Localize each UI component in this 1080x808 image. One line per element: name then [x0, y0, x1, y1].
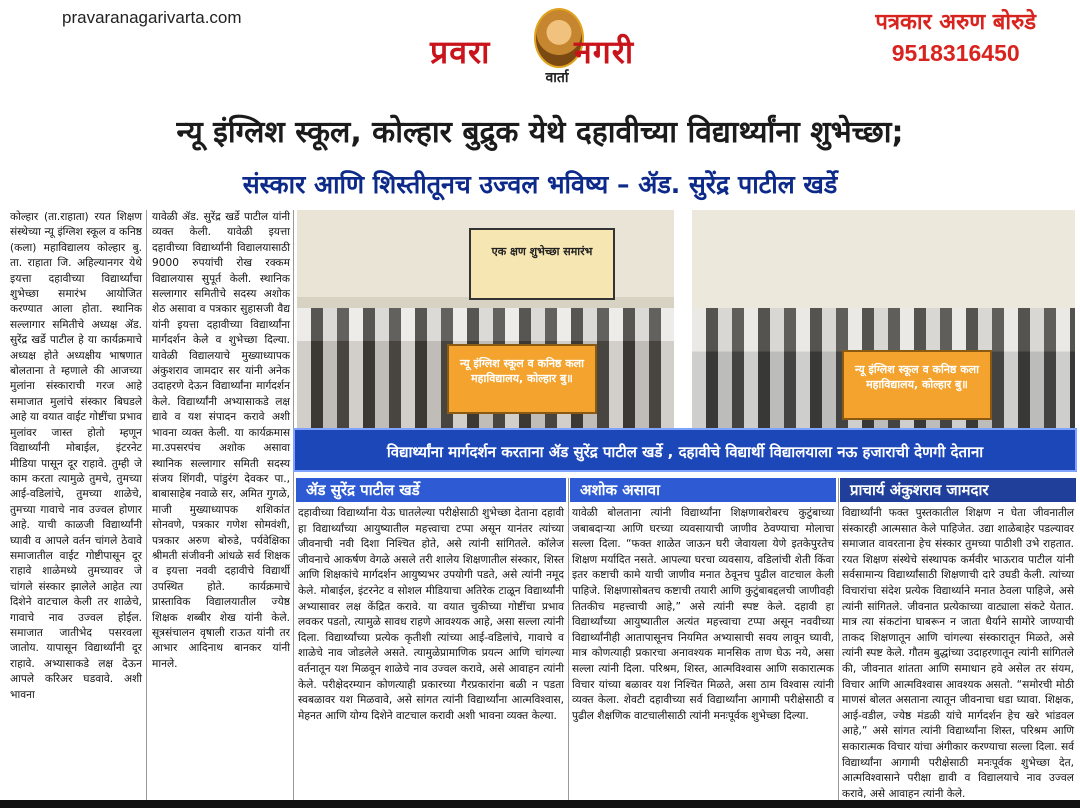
section-heading-2: अशोक असावा — [570, 478, 836, 502]
sub-headline: संस्कार आणि शिस्तीतूनच उज्वल भविष्य – ॲड. सुरेंद्र पाटील खर्डे — [242, 170, 838, 199]
site-url[interactable]: pravaranagarivarta.com — [62, 8, 242, 27]
reporter-phone: 9518316450 — [891, 40, 1020, 66]
newspaper-logo — [422, 4, 692, 88]
section-heading-1: ॲड सुरेंद्र पाटील खर्डे — [296, 478, 566, 502]
logo-subtitle: वार्ता — [545, 70, 569, 86]
stage-podium: न्यू इंग्लिश स्कूल व कनिष्ठ कला महाविद्यालय, कोल्हार बु॥ — [842, 350, 992, 420]
stage-podium: न्यू इंग्लिश स्कूल व कनिष्ठ कला महाविद्यालय, कोल्हार बु॥ — [447, 344, 597, 414]
reporter-block — [875, 6, 1036, 67]
stage-banner: एक क्षण शुभेच्छा समारंभ — [469, 228, 615, 300]
column-divider — [568, 478, 569, 800]
column-divider — [293, 210, 294, 800]
section-body-3: विद्यार्थ्यांनी फक्त पुस्तकातील शिक्षण न घेता जीवनातील संस्कारही आत्मसात केले पाहिजेत. उद्या शाळेबाहेर पडल्यावर समाजात वावरताना हेच संस्कार तुमच्या पाठीशी उभे राहतात. रयत शिक्षण संस्थेचे संस्थापक कर्मवीर भाऊराव पाटील यांनी सर्वसामान्य विद्यार्थ्यांसाठी शिक्षणाची दारे उघडी केली. त्यांच्या विचारांचा संदेश प्रत्येक विद्यार्थ्याने मनात ठेवला पाहिजे, असे त्यांनी सांगितले. जीवनात प्रत्येकाच्या वाट्याला संकटे येतात. मात्र त्या संकटांना घाबरून न जाता धैर्याने सामोरे जाण्याची ताकद शिक्षणातून आणि चांगल्या संस्कारातून मिळते, असे त्यांनी स्पष्ट केले. गौतम बुद्धांच्या उदाहरणातून त्यांनी सांगितले की, जीवनात शांतता आणि समाधान हवे असेल तर संयम, विचार आणि आत्मविश्वास आवश्यक असतो. “समोरची मोठी माणसं बोलत असताना त्यातून जीवनाचा धडा घ्यावा. शिक्षक, आई-वडील, ज्येष्ठ मंडळी यांचे मार्गदर्शन हेच खरे भांडवल आहे,” असे सांगत त्यांनी विद्यार्थ्यांना शिस्त, परिश्रम आणि सकारात्मक विचार यांचा अंगीकार करण्याचा सल्ला दिला. सर्व विद्यार्थ्यांना आगामी परीक्षेसाठी मनःपूर्वक शुभेच्छा देत, आत्मविश्वासाने परीक्षा द्यावी व विद्यालयाचे नाव उज्वल करावे, असे आवाहन त्यांनी केले. — [842, 507, 1074, 800]
section-heading-3: प्राचार्य अंकुशराव जामदार — [840, 478, 1076, 502]
logo-word-right: नगरी — [574, 33, 635, 71]
section-body-1: दहावीच्या विद्यार्थ्यांना येऊ घातलेल्या परीक्षेसाठी शुभेच्छा देताना दहावी हा विद्यार्थ्यांच्या आयुष्यातील महत्त्वाचा टप्पा असून यानंतर त्यांच्या जीवनाची नवी दिशा निश्चित होते, असे त्यांनी सांगितले. कॉलेज जीवनाचे आकर्षण वेगळे असले तरी शालेय शिक्षणातील संस्कार, शिस्त आणि शिक्षकांचे मार्गदर्शन आयुष्यभर उपयोगी पडते, असे त्यांनी नमूद केले. मोबाईल, इंटरनेट व सोशल मीडियाचा अतिरेक टाळून विद्यार्थ्यांनी अभ्यासावर लक्ष केंद्रित करावे. या वयात चुकीच्या गोष्टींचा प्रभाव लवकर पडतो, त्यामुळे सावध राहणे आवश्यक आहे, असा सल्ला त्यांनी दिला. विद्यार्थ्यांच्या प्रत्येक कृतीशी त्यांच्या आई-वडिलांचे, गावाचे व शाळेचे नाव जोडलेले असते. त्यामुळेप्रामाणिक प्रयत्न आणि चांगल्या वर्तनातून यश मिळवून शाळेचे नाव उज्वल करावे, असे आवाहन त्यांनी केले. परीक्षेदरम्यान कोणत्याही प्रकारच्या गैरप्रकारांना बळी न पडता स्वबळावर यश मिळवावे, असे सांगत त्यांनी विद्यार्थ्यांना आत्मविश्वास, मेहनत आणि योग्य दिशेने वाटचाल करावी अशी भावना व्यक्त केल्या. — [298, 507, 564, 722]
article-column-1: कोल्हार (ता.राहाता) रयत शिक्षण संस्थेच्या न्यू इंग्लिश स्कूल व कनिष्ठ (कला) महाविद्यालय कोल्हार बु. ता. राहाता जि. अहिल्यानगर येथे इयत्ता दहावीच्या विद्यार्थ्यांचा शुभेच्छा समारंभ आयोजित करण्यात आला होता. स्थानिक सल्लागार समितीचे अध्यक्ष ॲड. सुरेंद्र खर्डे पाटील हे या कार्यक्रमाचे अध्यक्ष होते अध्यक्षीय भाषणात बोलताना ते म्हणाले की आजच्या मुलांना संस्काराची गरज आहे समाजात मुलांचे संस्कार बिघडले आहे या वयात वाईट गोष्टींचा प्रभाव मुलांवर जास्त होतो म्हणून विद्यार्थ्यांनी मोबाईल, इंटरनेट मीडिया पासून दूर राहावे. तुम्ही जे काम करता त्यामुळे तुमचे, तुमच्या आई-वडिलांचे, तुमच्या शाळेचे, तुमच्या गावाचे नाव उज्वल होणार आहे. याची काळजी विद्यार्थ्यांनी घ्यावी व आपले वर्तन चांगले ठेवावे समाजातील वाईट गोष्टीपासून दूर राहावे शाळेमध्ये तुमच्यावर जे चांगले संस्कार झालेले आहेत त्या दिशेने वाटचाल केली तर शाळेचे, गावाचे नाव उज्वल होईल. समाजात जातीभेद पसरवला जातोय. यापासून विद्यार्थ्यांनी दूर राहावे. अभ्यासाकडे लक्ष देऊन आपले करिअर घडवावे. अशी भावना — [10, 211, 142, 701]
column-divider — [838, 478, 839, 800]
footer-bar — [0, 800, 1080, 808]
main-headline: न्यू इंग्लिश स्कूल, कोल्हार बुद्रुक येथे दहावीच्या विद्यार्थ्यांना शुभेच्छा; — [176, 115, 904, 150]
event-photo-1 — [297, 210, 674, 428]
photo-caption: विद्यार्थ्यांना मार्गदर्शन करताना ॲड सुरेंद्र पाटील खर्डे , दहावीचे विद्यार्थी विद्यालयाला नऊ हजाराची देणगी देताना — [293, 428, 1077, 472]
reporter-name: पत्रकार अरुण बोरुडे — [875, 10, 1036, 35]
section-body-2: यावेळी बोलताना त्यांनी विद्यार्थ्यांना शिक्षणाबरोबरच कुटुंबाच्या जबाबदाऱ्या आणि घरच्या व्यवसायाची जाणीव ठेवण्याचा मोलाचा सल्ला दिला. “फक्त शाळेत जाऊन घरी जेवायला येणे इतकेपुरतेच शिक्षण मर्यादित नसते. आपल्या घरचा व्यवसाय, वडिलांची शेती किंवा इतर कष्टाची कामे याची जाणीव मनात ठेवूनच पुढील वाटचाल केली पाहिजे. शिक्षणासोबतच कष्टाची तयारी आणि कुटुंबाबद्दलची जाणीवही तितकीच महत्त्वाची आहे,” असे त्यांनी स्पष्ट केले. दहावी हा विद्यार्थ्यांच्या आयुष्यातील अत्यंत महत्त्वाचा टप्पा असून नववीच्या विद्यार्थ्यांनीही आतापासूनच नियमित अभ्यासाची सवय लावून घ्यावी, मात्र कोणत्याही प्रकारचा अनावश्यक मानसिक ताण घेऊ नये, असा सल्ला त्यांनी दिला. परिश्रम, शिस्त, आत्मविश्वास आणि सकारात्मक विचार यांच्या बळावर यश निश्चित मिळते, असा ठाम विश्वास त्यांनी व्यक्त केला. शेवटी दहावीच्या सर्व विद्यार्थ्यांना आगामी परीक्षेसाठी व पुढील शैक्षणिक वाटचालीसाठी त्यांनी मनःपूर्वक शुभेच्छा दिल्या. — [572, 507, 834, 722]
event-photo-2 — [692, 210, 1075, 428]
column-divider — [146, 210, 147, 800]
article-column-2: यावेळी ॲड. सुरेंद्र खर्डे पाटील यांनी व्यक्त केली. यावेळी इयत्ता दहावीच्या विद्यार्थ्यांनी विद्यालयासाठी 9000 रुपयांची रोख रक्कम विद्यालयास सुपूर्त केली. स्थानिक सल्लागार समितीचे सदस्य अशोक शेठ असावा व पत्रकार सुहासजी वैद्य यांनी इयत्ता दहावीच्या विद्यार्थ्यांना मार्गदर्शन केले व शुभेच्छा दिल्या. यावेळी विद्यालयाचे मुख्याध्यापक अंकुशराव जामदार सर यांनी अनेक उदाहरणे देऊन विद्यार्थ्यांना मार्गदर्शन केले. विद्यार्थ्यांनी अभ्यासाकडे लक्ष द्यावे व यश संपादन करावे अशी भावना व्यक्त केली. या कार्यक्रमास मा.उपसरपंच अशोक असावा स्थानिक सल्लागार समिती सदस्य संजय शिंगवी, पांडुरंग देवकर पा., बाबासाहेब नवाळे सर, अमित गुगळे, माजी मुख्याध्यापक शशिकांत सोनवणे, पत्रकार गणेश सोमवंशी, पत्रकार अरुण बोरुडे, पर्यवेक्षिका श्रीमती संजीवनी आंधळे सर्व शिक्षक व इयत्ता नववी दहावीचे विद्यार्थी उपस्थित होते. कार्यक्रमाचे प्रास्ताविक विद्यालयातील ज्येष्ठ शिक्षक शब्बीर शेख यांनी केले. सूत्रसंचालन वृषाली राऊत यांनी तर आभार आदिनाथ बानकर यांनी मानले. — [152, 211, 290, 670]
logo-word-left: प्रवरा — [430, 33, 491, 71]
